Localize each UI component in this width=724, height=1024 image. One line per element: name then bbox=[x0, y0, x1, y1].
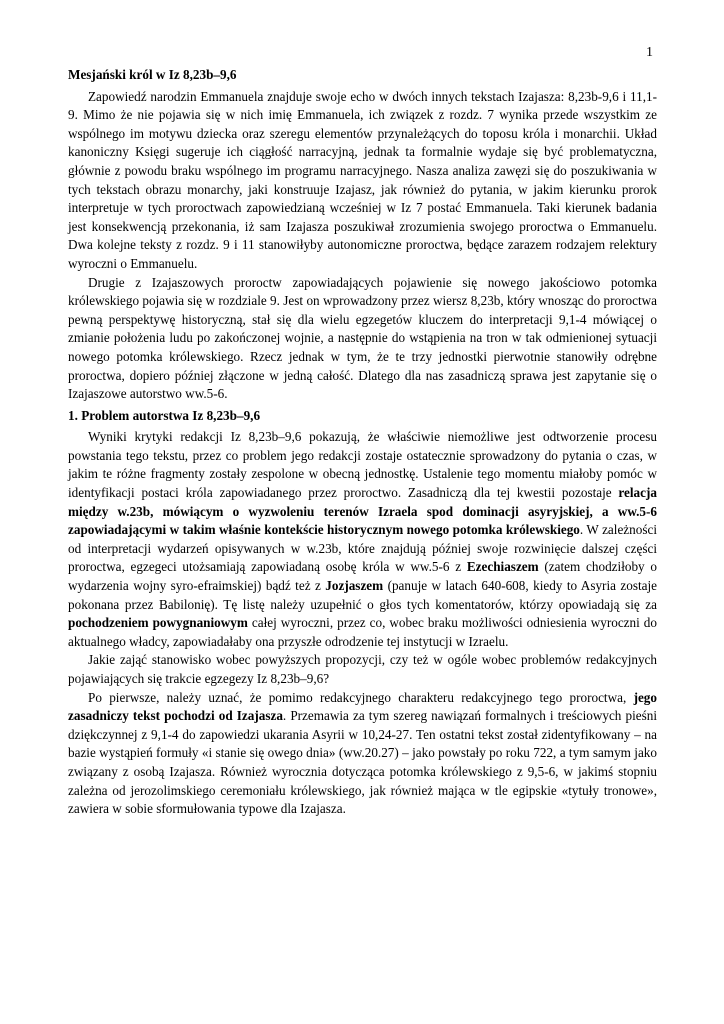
intro-paragraph-1: Zapowiedź narodzin Emmanuela znajduje swoje echo w dwóch innych tekstach Izajasza: 8,23b-9,6 i 11,1-9. Mimo że nie pojawia się w nich imię Emmanuela, ich związek z rozdz. 7 wynika przede wszystkim ze wspólnego im motywu dziecka oraz szeregu elementów przynależących do toposu króla i monarchii. Układ kanoniczny Księgi sugeruje ich ciągłość narracyjną, jednak ta formalnie wydaje się być problematyczna, głównie z powodu braku wspólnego im programu narracyjnego. Nasza analiza zawęzi się do poszukiwania w tych tekstach obrazu monarchy, jaki konstruuje Izajasz, jak również do pytania, w jakim kierunku prorok interpretuje w tych proroctwach zapowiedzianą wcześniej w Iz 7 postać Emmanuela. Taki kierunek badania jest konsekwencją przekonania, iż sam Izajasza poszukiwał zrozumienia swojego proroctwa o Emmanuelu. Dwa kolejne teksty z rozdz. 9 i 11 stanowiłyby autonomiczne proroctwa, będące zarazem rodzajem relektury wyroczni o Emmanuelu. bbox=[68, 88, 657, 271]
bold-phrase-relation: relacja między w.23b, mówiącym o wyzwoleniu terenów Izraela spod dominacji asyryjskiej, a ww.5-6 zapowiadającymi w takim właśnie kontekście historycznym nowego potomka królewskiego bbox=[68, 485, 657, 538]
text-run: . Przemawia za tym szereg nawiązań formalnych i treściowych pieśni dziękczynnej z 9,1-4 do zapowiedzi ukarania Asyrii w 10,24-27. Ten ostatni tekst został zidentyfikowany – na bazie wystąpień formuły «i stanie się owego dnia» (ww.20.27) – jako powstały po roku 722, a tym samym jako związany z osobą Izajasza. Również wyrocznia dotycząca potomka królewskiego z 9,5-6, w jakimś stopniu zależna od jerozolimskiego ceremoniału królewskiego, jak również mająca w tle egipskie «tytuły tronowe», zawiera w sobie sformułowania typowe dla Izajasza. bbox=[68, 708, 657, 817]
text-run: (panuje w latach 640-608, kiedy to Asyria zostaje pokonana przez Babilonię). Tę listę należy uzupełnić o głos tych komentatorów, którzy opowiadają się za bbox=[68, 578, 658, 612]
text-run: całej wyroczni, przez co, wobec braku możliwości odniesienia wyroczni do aktualnego władcy, zapowiadałaby ona przyszłe odrodzenie tej instytucji w Izraelu. bbox=[68, 615, 657, 649]
bold-phrase-jozjasz: Jozjaszem bbox=[325, 578, 384, 594]
text-run: Wyniki krytyki redakcji Iz 8,23b–9,6 pokazują, że właściwie niemożliwe jest odtworzenie procesu powstania tego tekstu, przez co problem jego redakcji zostaje ostatecznie sprowadzony do pytania o czas, w jakim te różne fragmenty zostały zespolone w obecną jednostkę. Ustalenie tego momentu miałoby pomóc w identyfikacji postaci króla zapowiadanego przez proroctwo. Zasadniczą dla tej kwestii pozostaje bbox=[68, 429, 657, 501]
document-title: Mesjański król w Iz 8,23b–9,6 bbox=[68, 67, 237, 82]
section-1-paragraph-3 bbox=[68, 689, 657, 819]
intro-paragraph-2: Drugie z Izajaszowych proroctw zapowiadających pojawienie się nowego jakościowo potomka królewskiego pojawia się w rozdziale 9. Jest on wprowadzony przez wiersz 8,23b, który wnosząc do proroctwa pewną perspektywę historyczną, stał się dla wielu egzegetów kluczem do interpretacji 9,1-4 mówiącej o zmianie położenia ludu po zakończonej wojnie, a następnie do wstąpienia na tron w tak odmienionej sytuacji nowego potomka królewskiego. Rzecz jednak w tym, że te trzy jednostki pierwotnie stanowiły odrębne proroctwa, dopiero później złączone w jedną całość. Dlatego dla nas zasadniczą sprawa jest zapytanie się o Izajaszowe autorstwo ww.5-6. bbox=[68, 274, 657, 402]
bold-phrase-postexilic: pochodzeniem powygnaniowym bbox=[68, 615, 248, 631]
text-run: (zatem chodziłoby o wydarzenia wojny syro-efraimskiej) bądź też z bbox=[68, 559, 657, 594]
section-1-heading: 1. Problem autorstwa Iz 8,23b–9,6 bbox=[68, 407, 261, 423]
section-1-paragraph-1 bbox=[68, 428, 657, 651]
text-run: . W zależności od interpretacji wydarzeń opisywanych w w.23b, które znajdują później swoje rozwinięcie dalszej części proroctwa, egzegeci utożsamiają zapowiadaną osobę króla w ww.5-6 z bbox=[68, 522, 657, 575]
section-1-paragraph-2: Jakie zająć stanowisko wobec powyższych propozycji, czy też w ogóle wobec problemów redakcyjnych pojawiających się trakcie egzegezy Iz 8,23b–9,6? bbox=[68, 652, 657, 686]
bold-phrase-authorship: jego zasadniczy tekst pochodzi od Izajasza bbox=[68, 689, 657, 724]
bold-phrase-ezechiasz: Ezechiaszem bbox=[466, 559, 539, 575]
text-run: Po pierwsze, należy uznać, że pomimo redakcyjnego charakteru redakcyjnego tego proroctwa, bbox=[88, 689, 634, 705]
document-body bbox=[68, 66, 657, 819]
page-number: 1 bbox=[646, 45, 653, 60]
